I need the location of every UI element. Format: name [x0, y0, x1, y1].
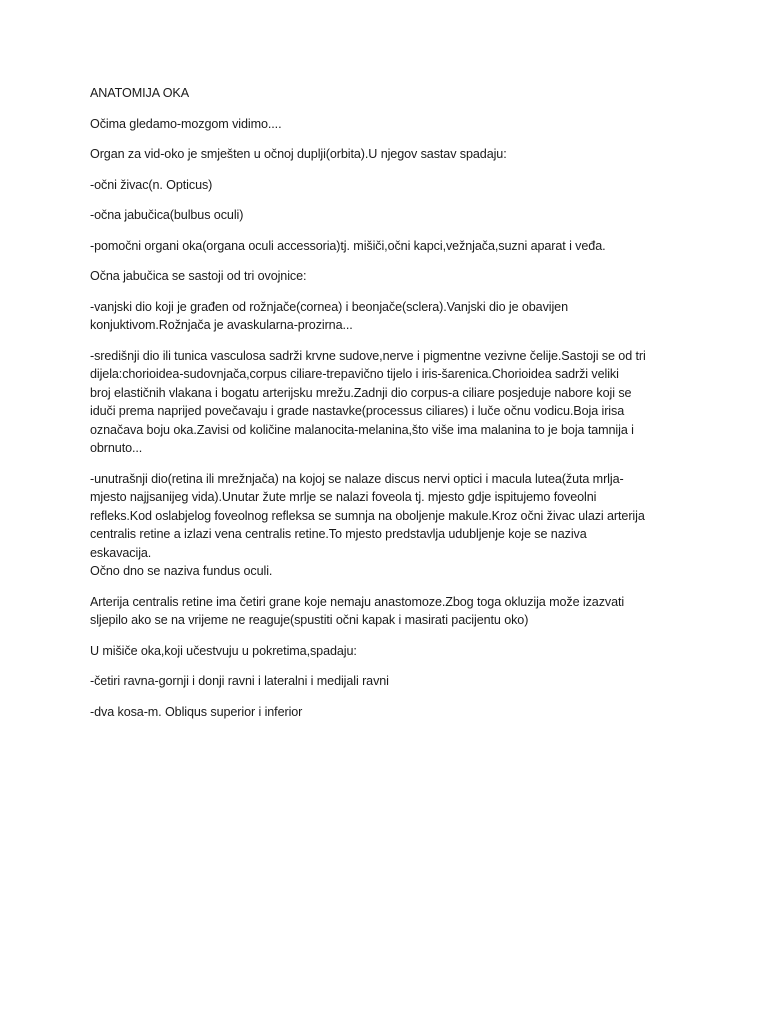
- paragraph: [90, 470, 670, 581]
- paragraph: [90, 642, 670, 661]
- text-line: refleks.Kod oslabjelog foveolnog refleksa se sumnja na oboljenje makule.Kroz očni živac ulazi arterija: [90, 508, 645, 523]
- text-line: Očno dno se naziva fundus oculi.: [90, 564, 273, 578]
- text-line: dijela:chorioidea-sudovnjača,corpus ciliare-trepavično tijelo i iris-šarenica.Chorioidea sadrži veliki: [90, 367, 619, 381]
- text-line: mjesto najjsanijeg vida).Unutar žute mrlje se nalazi foveola tj. mjesto gdje ispitujemo foveolni: [90, 490, 597, 504]
- paragraph: [90, 703, 670, 722]
- text-line: -središnji dio ili tunica vasculosa sadrži krvne sudove,nerve i pigmentne vezivne čelije.Sastoji se od tri: [90, 348, 646, 363]
- paragraph: [90, 145, 670, 164]
- text-line: eskavacija.: [90, 545, 152, 560]
- text-line: broj elastičnih vlakana i bogatu arterijsku mrežu.Zadnji dio corpus-a ciliare posjeduje nabore koji se: [90, 385, 632, 400]
- text-line: -vanjski dio koji je građen od rožnjače(cornea) i beonjače(sclera).Vanjski dio je obavijen: [90, 299, 568, 314]
- text-line: iduči prema naprijed povečavaju i grade nastavke(processus ciliares) i luče očnu vodicu.Boja irisa: [90, 404, 625, 418]
- text-line: -unutrašnji dio(retina ili mrežnjača) na kojoj se nalaze discus nervi optici i macula lutea(žuta mrlja-: [90, 471, 624, 486]
- text-line: konjuktivom.Rožnjača je avaskularna-prozirna...: [90, 318, 353, 332]
- text-line: obrnuto...: [90, 441, 143, 455]
- paragraph: [90, 347, 670, 458]
- text-line: sljepilo ako se na vrijeme ne reaguje(spustiti očni kapak i masirati pacijentu oko): [90, 613, 529, 627]
- text-line: centralis retine a izlazi vena centralis retine.To mjesto predstavlja udubljenje koje se naziva: [90, 527, 587, 541]
- paragraph: [90, 237, 670, 256]
- text-line: Očima gledamo-mozgom vidimo....: [90, 116, 282, 131]
- paragraph: [90, 176, 670, 195]
- paragraph: [90, 206, 670, 225]
- text-line: Arterija centralis retine ima četiri grane koje nemaju anastomoze.Zbog toga okluzija može izazvati: [90, 594, 625, 609]
- paragraph: [90, 593, 670, 630]
- document-paragraphs: [90, 115, 670, 722]
- text-line: Očna jabučica se sastoji od tri ovojnice:: [90, 269, 307, 283]
- text-line: -dva kosa-m. Obliqus superior i inferior: [90, 704, 303, 719]
- paragraph: [90, 672, 670, 691]
- text-line: označava boju oka.Zavisi od količine malanocita-melanina,što više ima malanina to je boja tamnija i: [90, 422, 634, 437]
- paragraph: [90, 298, 670, 335]
- document-title: ANATOMIJA OKA: [90, 86, 190, 100]
- text-line: -očni živac(n. Opticus): [90, 177, 213, 192]
- document-body: [90, 84, 670, 733]
- text-line: -očna jabučica(bulbus oculi): [90, 208, 244, 222]
- text-line: -četiri ravna-gornji i donji ravni i lateralni i medijali ravni: [90, 674, 389, 688]
- text-line: -pomočni organi oka(organa oculi accessoria)tj. mišiči,očni kapci,vežnjača,suzni aparat i veđa.: [90, 238, 606, 253]
- text-line: Organ za vid-oko je smješten u očnoj duplji(orbita).U njegov sastav spadaju:: [90, 147, 507, 161]
- paragraph: [90, 115, 670, 134]
- paragraph: [90, 267, 670, 286]
- text-line: U mišiče oka,koji učestvuju u pokretima,spadaju:: [90, 643, 357, 658]
